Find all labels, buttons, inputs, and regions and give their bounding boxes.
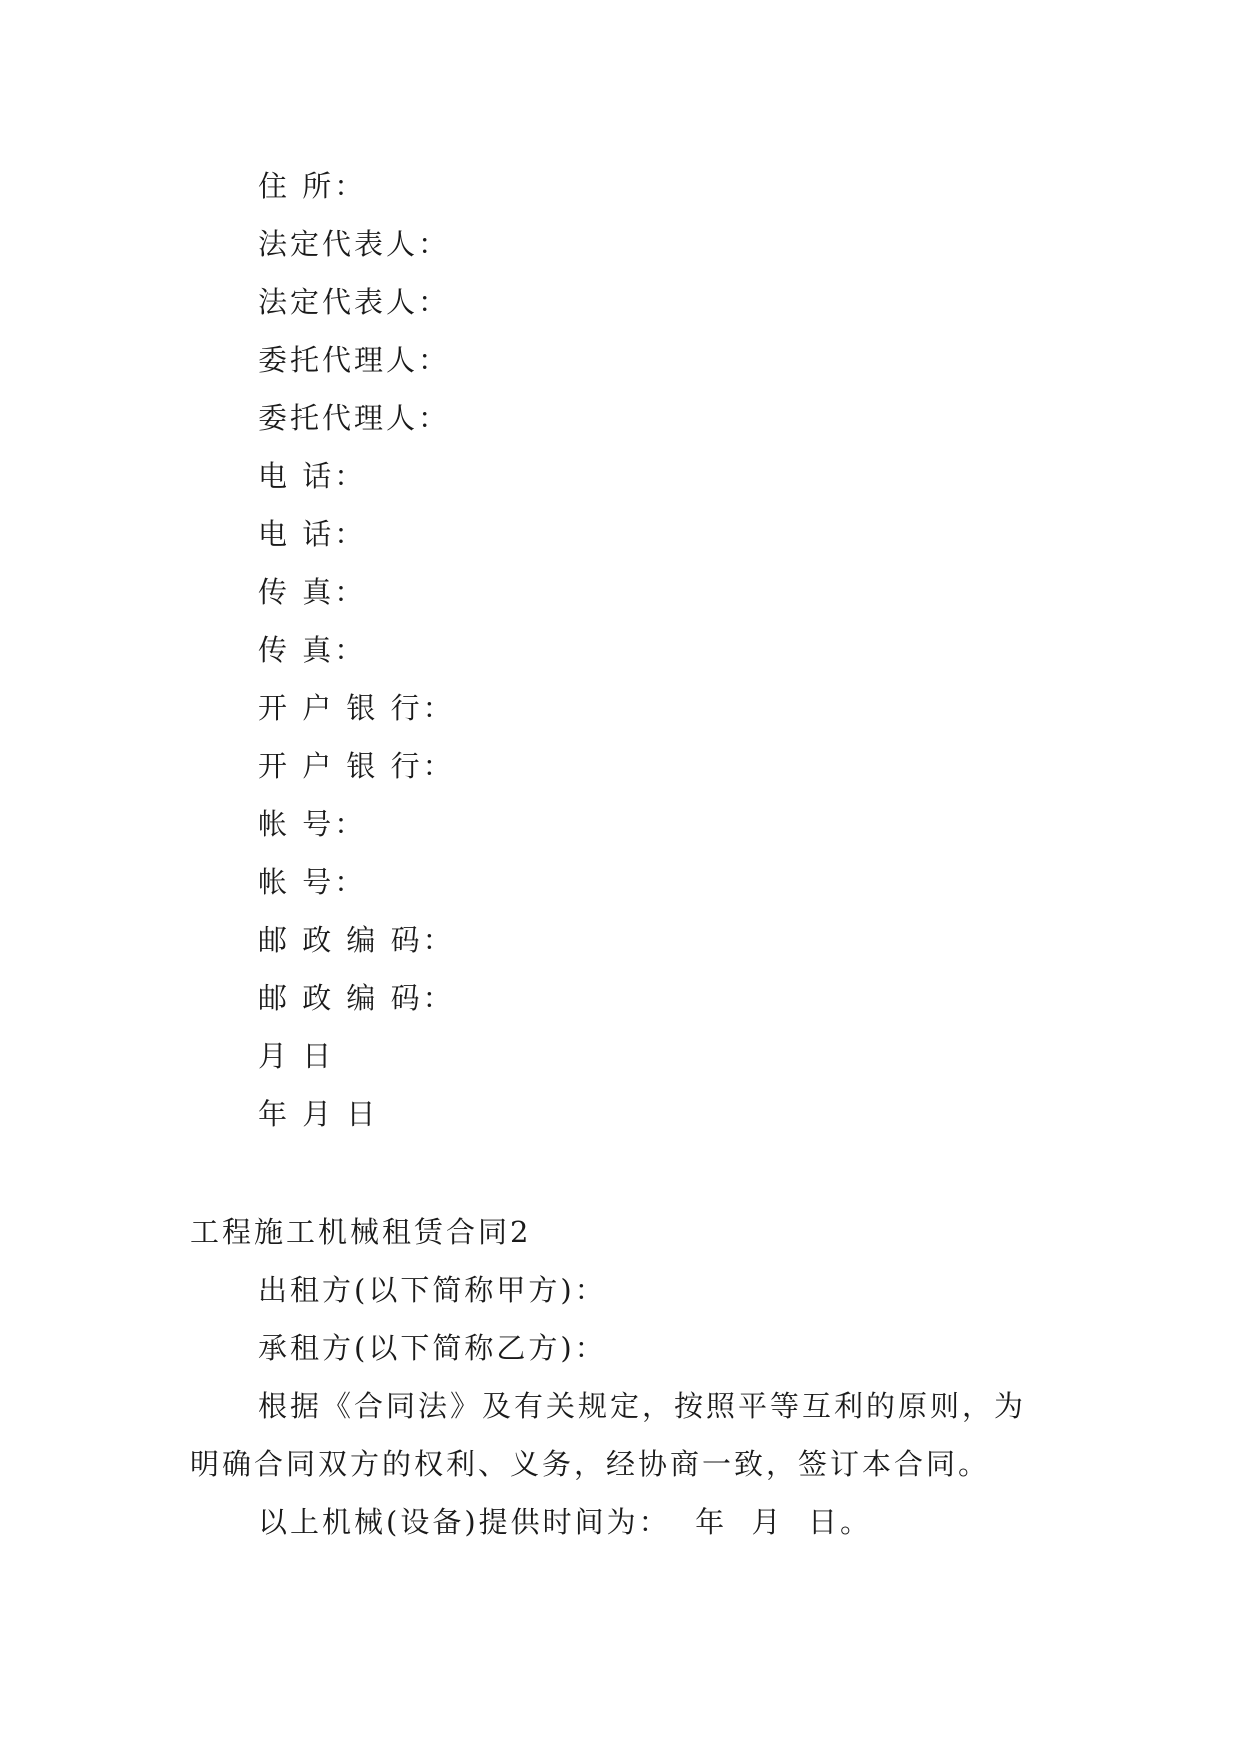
field-account-b: 帐 号： xyxy=(258,865,367,899)
supply-time-line: 以上机械(设备)提供时间为： 年 月 日。 xyxy=(258,1505,872,1539)
field-postcode-b: 邮 政 编 码： xyxy=(258,981,455,1015)
field-phone-a: 电 话： xyxy=(258,459,367,493)
field-date-month-day: 月 日 xyxy=(258,1039,335,1073)
field-agent-b: 委托代理人： xyxy=(258,401,451,435)
field-postcode-a: 邮 政 编 码： xyxy=(258,923,455,957)
section-title: 工程施工机械租赁合同2 xyxy=(190,1215,532,1249)
field-fax-b: 传 真： xyxy=(258,633,367,667)
field-phone-b: 电 话： xyxy=(258,517,367,551)
paragraph-line-2: 明确合同双方的权利、义务，经协商一致，签订本合同。 xyxy=(190,1447,991,1481)
field-fax-a: 传 真： xyxy=(258,575,367,609)
field-date-full: 年 月 日 xyxy=(258,1097,379,1131)
field-account-a: 帐 号： xyxy=(258,807,367,841)
field-legal-rep-a: 法定代表人： xyxy=(258,227,451,261)
lessee-line: 承租方(以下简称乙方)： xyxy=(258,1331,607,1365)
field-legal-rep-b: 法定代表人： xyxy=(258,285,451,319)
field-agent-a: 委托代理人： xyxy=(258,343,451,377)
field-address: 住 所： xyxy=(258,169,367,203)
paragraph-line-1: 根据《合同法》及有关规定，按照平等互利的原则，为 xyxy=(258,1389,1027,1423)
lessor-line: 出租方(以下简称甲方)： xyxy=(258,1273,607,1307)
field-bank-a: 开 户 银 行： xyxy=(258,691,455,725)
field-bank-b: 开 户 银 行： xyxy=(258,749,455,783)
